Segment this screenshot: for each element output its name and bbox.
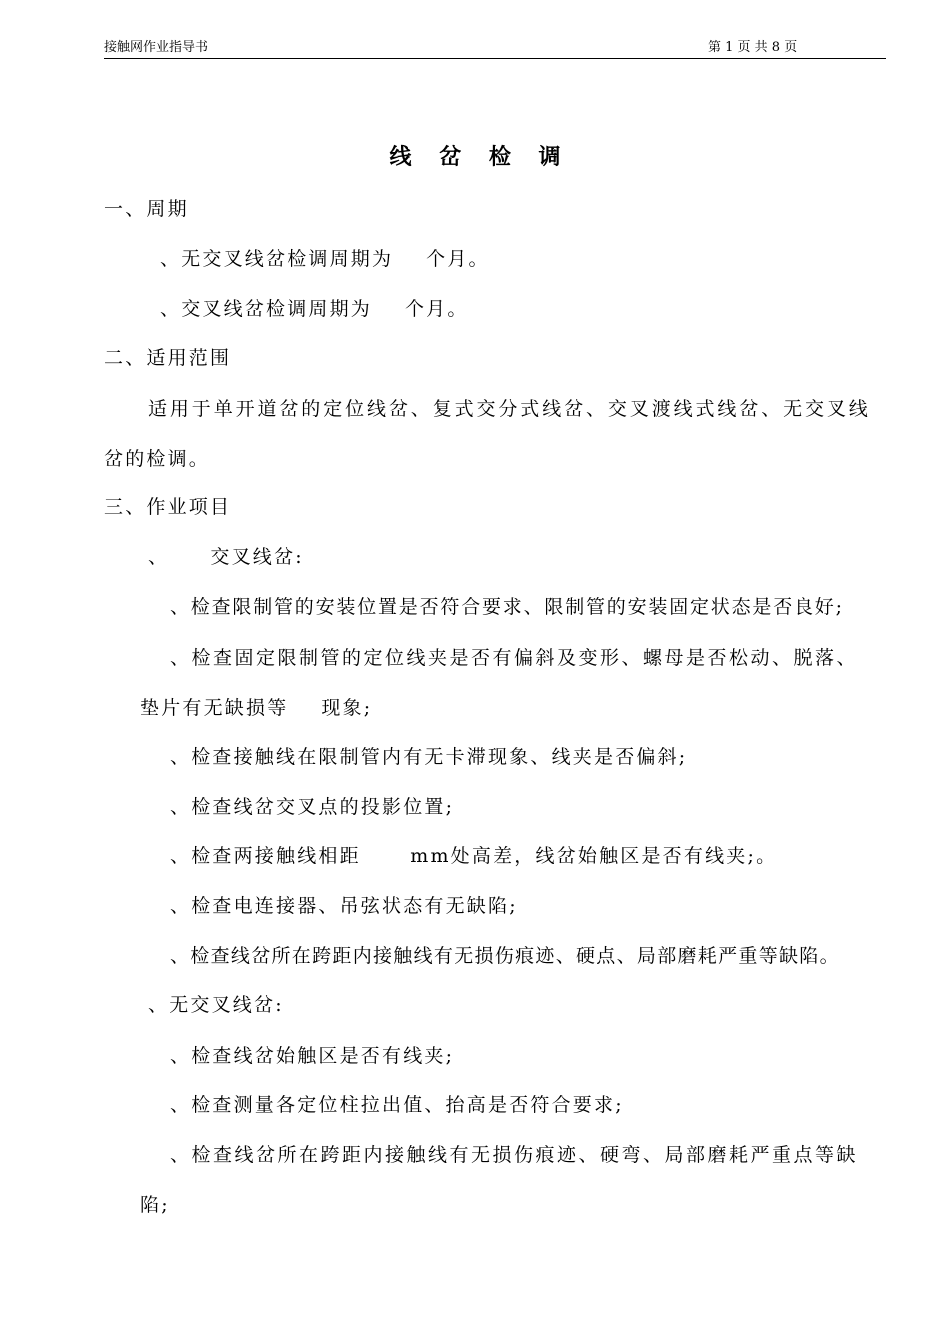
section-3-sub-1-item-4: 、检查线岔交叉点的投影位置;	[170, 796, 455, 818]
section-3-sub-2-item-1: 、检查线岔始触区是否有线夹;	[170, 1045, 455, 1067]
page-header	[104, 38, 886, 59]
section-3-sub-1-item-5: 、检查两接触线相距 mm处高差，线岔始触区是否有线夹;。	[170, 845, 778, 867]
header-doc-name: 接触网作业指导书	[104, 40, 209, 55]
section-1-heading: 一、周期	[104, 198, 189, 220]
section-3-sub-1-item-3: 、检查接触线在限制管内有无卡滞现象、线夹是否偏斜;	[170, 746, 688, 768]
section-1-item-1: 、无交叉线岔检调周期为 个月。	[160, 248, 490, 270]
section-3-sub-1-item-6: 、检查电连接器、吊弦状态有无缺陷;	[170, 895, 518, 917]
section-3-sub-1-item-2-cont: 垫片有无缺损等 现象;	[140, 697, 373, 719]
section-3-sub-2-item-2: 、检查测量各定位柱拉出值、抬高是否符合要求;	[170, 1094, 624, 1116]
section-2-heading: 二、适用范围	[104, 347, 232, 369]
section-3-sub-2-item-3: 、检查线岔所在跨距内接触线有无损伤痕迹、硬弯、局部磨耗严重点等缺	[170, 1144, 859, 1166]
section-3-sub-1-item-1: 、检查限制管的安装位置是否符合要求、限制管的安装固定状态是否良好;	[170, 596, 844, 618]
document-title: 线 岔 检 调	[389, 144, 571, 170]
section-3-sub-2-heading: 、无交叉线岔:	[148, 994, 284, 1016]
header-page-number: 第 1 页 共 8 页	[708, 40, 798, 55]
section-3-sub-1-item-7: 、检查线岔所在跨距内接触线有无损伤痕迹、硬点、局部磨耗严重等缺陷。	[170, 945, 840, 967]
section-3-sub-1-heading: 、 交叉线岔:	[148, 546, 304, 568]
section-1-item-2: 、交叉线岔检调周期为 个月。	[160, 298, 469, 320]
section-2-paragraph-line-1: 适用于单开道岔的定位线岔、复式交分式线岔、交叉渡线式线岔、无交叉线	[148, 398, 871, 420]
section-2-paragraph-line-2: 岔的检调。	[104, 448, 211, 470]
section-3-sub-1-item-2: 、检查固定限制管的定位线夹是否有偏斜及变形、螺母是否松动、脱落、	[170, 647, 859, 669]
section-3-heading: 三、作业项目	[104, 496, 232, 518]
section-3-sub-2-item-3-cont: 陷;	[140, 1194, 170, 1216]
